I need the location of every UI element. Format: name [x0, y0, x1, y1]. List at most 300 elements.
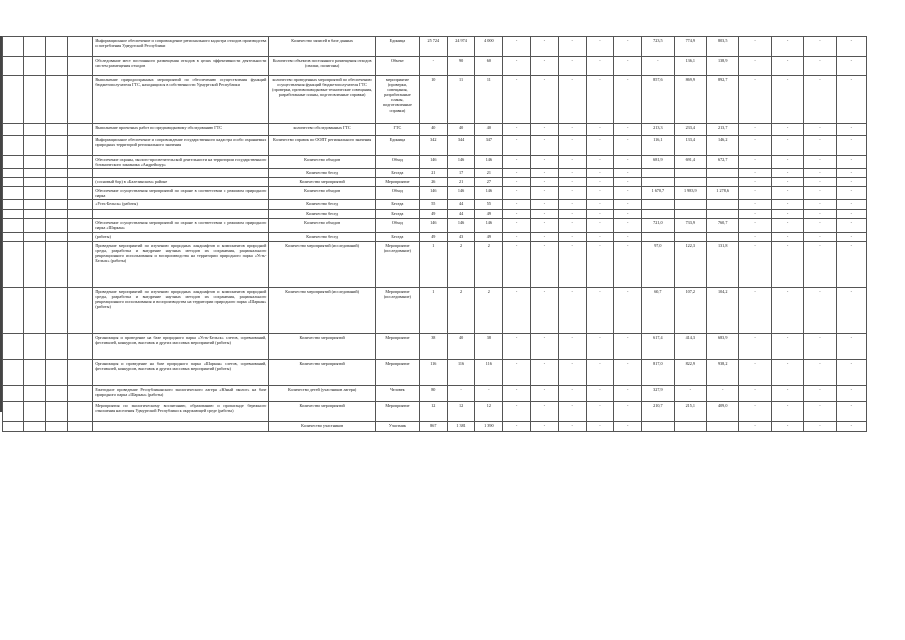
dash-cell: - — [586, 359, 614, 385]
dash-cell: - — [586, 421, 614, 431]
dash-cell: - — [771, 333, 803, 359]
indicator-cell: Количество мероприятий — [269, 359, 376, 385]
code-cell — [3, 359, 24, 385]
unit-cell: Участник — [375, 421, 419, 431]
value-cell: 38 — [475, 333, 503, 359]
dash-cell: - — [503, 169, 531, 178]
dash-cell: - — [771, 76, 803, 124]
code-cell — [23, 401, 45, 421]
dash-cell: - — [531, 401, 559, 421]
code-cell — [45, 232, 67, 241]
value-cell: 11 — [447, 76, 475, 124]
code-cell — [67, 210, 92, 219]
dash-cell: - — [771, 219, 803, 232]
table-row — [3, 156, 867, 169]
dash-cell: - — [558, 333, 586, 359]
code-cell — [23, 178, 45, 187]
value-cell: 116 — [447, 359, 475, 385]
dash-cell: - — [836, 385, 866, 401]
dash-cell: - — [739, 287, 771, 333]
dash-cell: - — [771, 156, 803, 169]
table-row — [3, 219, 867, 232]
dash-cell: - — [586, 287, 614, 333]
dash-cell: - — [836, 187, 866, 200]
table-row — [3, 76, 867, 124]
code-cell — [23, 210, 45, 219]
code-cell — [23, 169, 45, 178]
dash-cell: - — [836, 210, 866, 219]
value-cell: 146 — [475, 156, 503, 169]
value-cell: 146 — [447, 156, 475, 169]
finance-cell: 721,0 — [642, 219, 674, 232]
value-cell: 12 — [419, 401, 447, 421]
finance-cell: 133,4 — [674, 136, 706, 156]
value-cell: 60 — [475, 57, 503, 76]
dash-cell: - — [739, 210, 771, 219]
indicator-cell: Количество мероприятий — [269, 178, 376, 187]
dash-cell: - — [503, 37, 531, 57]
code-cell — [45, 187, 67, 200]
dash-cell: - — [836, 232, 866, 241]
indicator-cell: Количество обходов — [269, 219, 376, 232]
dash-cell: - — [771, 401, 803, 421]
dash-cell: - — [614, 136, 642, 156]
code-cell — [3, 76, 24, 124]
dash-cell: - — [503, 359, 531, 385]
table-row — [3, 232, 867, 241]
dash-cell: - — [586, 136, 614, 156]
indicator-cell: Количество мероприятий (исследований) — [269, 287, 376, 333]
dash-cell: - — [836, 421, 866, 431]
activity-name-cell: Информационное обеспечение и сопровождение регионального кадастра отходов производства и потребления Удмуртской Республики — [93, 37, 269, 57]
code-cell — [67, 385, 92, 401]
code-cell — [67, 421, 92, 431]
dash-cell: - — [739, 124, 771, 136]
dash-cell: - — [558, 421, 586, 431]
dash-cell: - — [558, 241, 586, 287]
table-row — [3, 210, 867, 219]
unit-cell: Мероприятие — [375, 178, 419, 187]
dash-cell: - — [614, 178, 642, 187]
finance-cell: 857,6 — [642, 76, 674, 124]
dash-cell: - — [739, 187, 771, 200]
unit-cell: Мероприятие — [375, 333, 419, 359]
finance-cell — [674, 200, 706, 210]
finance-cell: 213,3 — [642, 124, 674, 136]
dash-cell: - — [531, 210, 559, 219]
indicator-cell: Количество мероприятий (исследований) — [269, 241, 376, 287]
code-cell — [3, 178, 24, 187]
finance-cell — [674, 178, 706, 187]
dash-cell: - — [558, 232, 586, 241]
unit-cell: Беседа — [375, 232, 419, 241]
dash-cell: - — [804, 401, 836, 421]
dash-cell: - — [836, 241, 866, 287]
table-row — [3, 187, 867, 200]
finance-cell: 122,3 — [674, 241, 706, 287]
code-cell — [3, 421, 24, 431]
code-cell — [67, 232, 92, 241]
code-cell — [23, 124, 45, 136]
finance-cell — [706, 232, 738, 241]
code-cell — [67, 401, 92, 421]
dash-cell: - — [503, 241, 531, 287]
dash-cell: - — [558, 37, 586, 57]
value-cell: 21 — [419, 169, 447, 178]
dash-cell: - — [503, 401, 531, 421]
dash-cell: - — [614, 124, 642, 136]
code-cell — [23, 200, 45, 210]
code-cell — [45, 169, 67, 178]
finance-cell: 822,9 — [674, 359, 706, 385]
indicator-cell: Количество обходов — [269, 187, 376, 200]
code-cell — [45, 210, 67, 219]
finance-cell: 97,0 — [642, 241, 674, 287]
dash-cell: - — [531, 156, 559, 169]
dash-cell: - — [739, 178, 771, 187]
value-cell: 146 — [419, 156, 447, 169]
dash-cell: - — [558, 57, 586, 76]
dash-cell: - — [739, 333, 771, 359]
finance-cell: 104,2 — [706, 287, 738, 333]
dash-cell: - — [804, 210, 836, 219]
activity-name-cell: Проведение мероприятий по изучению природных ландшафтов и компонентов природной среды, разработка и внедрение научных методов их сохранения, рационального рекреационного использования и воспроизводства на территории природного парка «Шаркан» (работы) — [93, 287, 269, 333]
dash-cell: - — [804, 287, 836, 333]
activity-name-cell: «Усть-Бельск» (работы) — [93, 200, 269, 210]
code-cell — [3, 156, 24, 169]
code-cell — [3, 232, 24, 241]
unit-cell: Беседа — [375, 210, 419, 219]
dash-cell: - — [804, 169, 836, 178]
dash-cell: - — [586, 178, 614, 187]
code-cell — [3, 136, 24, 156]
dash-cell: - — [558, 401, 586, 421]
code-cell — [23, 156, 45, 169]
value-cell: 21 — [475, 169, 503, 178]
unit-cell: Мероприятие — [375, 359, 419, 385]
dash-cell: - — [531, 421, 559, 431]
code-cell — [45, 37, 67, 57]
dash-cell: - — [586, 37, 614, 57]
dash-cell: - — [836, 200, 866, 210]
activity-name-cell: Проведение мероприятий по изучению природных ландшафтов и компонентов природной среды, разработка и внедрение научных методов их сохранения, рационального рекреационного использования и воспроизводства на территории природного парка «Усть-Бельск» (работы) — [93, 241, 269, 287]
code-cell — [23, 241, 45, 287]
unit-cell: Объект — [375, 57, 419, 76]
table-row — [3, 421, 867, 431]
code-cell — [67, 219, 92, 232]
dash-cell: - — [531, 169, 559, 178]
value-cell: 146 — [475, 187, 503, 200]
dash-cell: - — [586, 169, 614, 178]
dash-cell: - — [503, 232, 531, 241]
code-cell — [23, 333, 45, 359]
finance-cell: 691,4 — [674, 156, 706, 169]
code-cell — [3, 385, 24, 401]
dash-cell: - — [558, 124, 586, 136]
activity-name-cell: Мероприятия по экологическому воспитанию, образованию и пропаганде бережного отношения населения Удмуртской Республики к окружающей среде (работы) — [93, 401, 269, 421]
code-cell — [45, 287, 67, 333]
dash-cell: - — [586, 200, 614, 210]
dash-cell: - — [614, 421, 642, 431]
dash-cell: - — [739, 219, 771, 232]
dash-cell: - — [503, 287, 531, 333]
value-cell: - — [475, 385, 503, 401]
dash-cell: - — [503, 210, 531, 219]
indicator-cell: Количество объектов постоянного размещения отходов (свалки, полигоны) — [269, 57, 376, 76]
dash-cell: - — [836, 156, 866, 169]
dash-cell: - — [771, 359, 803, 385]
dash-cell: - — [739, 37, 771, 57]
code-cell — [23, 187, 45, 200]
finance-cell: 869,9 — [674, 76, 706, 124]
finance-cell — [642, 210, 674, 219]
table-row — [3, 169, 867, 178]
finance-cell: - — [674, 385, 706, 401]
indicator-cell: Количество бесед — [269, 169, 376, 178]
code-cell — [45, 76, 67, 124]
dash-cell: - — [558, 136, 586, 156]
code-cell — [45, 401, 67, 421]
dash-cell: - — [804, 187, 836, 200]
dash-cell: - — [771, 210, 803, 219]
dash-cell: - — [804, 241, 836, 287]
value-cell: 44 — [447, 210, 475, 219]
code-cell — [3, 333, 24, 359]
value-cell: - — [447, 385, 475, 401]
dash-cell: - — [586, 241, 614, 287]
dash-cell: - — [771, 200, 803, 210]
dash-cell: - — [739, 421, 771, 431]
value-cell: 40 — [447, 333, 475, 359]
finance-cell: 1 278,6 — [706, 187, 738, 200]
activity-name-cell: Организация и проведение на базе природного парка «Шаркан» слетов, соревнований, фестивалей, конкурсов, выставок и других массовых мероприятий (работы) — [93, 359, 269, 385]
finance-cell: 1 670,7 — [642, 187, 674, 200]
indicator-cell: Количество бесед — [269, 210, 376, 219]
dash-cell: - — [614, 401, 642, 421]
dash-cell: - — [771, 169, 803, 178]
dash-cell: - — [771, 232, 803, 241]
dash-cell: - — [836, 359, 866, 385]
finance-cell: 817,0 — [642, 359, 674, 385]
dash-cell: - — [586, 76, 614, 124]
code-cell — [45, 200, 67, 210]
table-row — [3, 37, 867, 57]
table-row — [3, 57, 867, 76]
value-cell: 1 390 — [475, 421, 503, 431]
table-row — [3, 385, 867, 401]
unit-cell: мероприятие (проверки, совещания, разработанные планы, подготовленные справки) — [375, 76, 419, 124]
dash-cell: - — [614, 333, 642, 359]
indicator-cell: Количество бесед — [269, 232, 376, 241]
table-row — [3, 136, 867, 156]
dash-cell: - — [558, 287, 586, 333]
dash-cell: - — [531, 385, 559, 401]
dash-cell: - — [503, 421, 531, 431]
dash-cell: - — [558, 187, 586, 200]
dash-cell: - — [739, 359, 771, 385]
code-cell — [3, 401, 24, 421]
table-row — [3, 241, 867, 287]
dash-cell: - — [531, 187, 559, 200]
finance-cell: 803,5 — [706, 37, 738, 57]
dash-cell: - — [586, 401, 614, 421]
indicator-cell: Количество мероприятий — [269, 401, 376, 421]
code-cell — [67, 287, 92, 333]
code-cell — [3, 169, 24, 178]
code-cell — [3, 210, 24, 219]
unit-cell: Единица — [375, 37, 419, 57]
code-cell — [67, 241, 92, 287]
finance-cell: - — [706, 385, 738, 401]
dash-cell: - — [558, 210, 586, 219]
dash-cell: - — [586, 232, 614, 241]
value-cell: 21 — [447, 178, 475, 187]
value-cell: 49 — [475, 210, 503, 219]
activity-name-cell: Ежегодное проведение Республиканского экологического лагеря «Юный эколог» на базе природного парка «Шаркан» (работы) — [93, 385, 269, 401]
code-cell — [45, 136, 67, 156]
dash-cell: - — [558, 219, 586, 232]
value-cell: 2 — [475, 241, 503, 287]
value-cell: 867 — [419, 421, 447, 431]
dash-cell: - — [614, 359, 642, 385]
dash-cell: - — [804, 421, 836, 431]
finance-cell: 760,7 — [706, 219, 738, 232]
value-cell: 40 — [447, 124, 475, 136]
dash-cell: - — [503, 156, 531, 169]
activity-name-cell: Информационное обеспечение и сопровождение государственного кадастра особо охраняемых природных территорий регионального значения — [93, 136, 269, 156]
value-cell: 2 — [447, 241, 475, 287]
dash-cell: - — [836, 76, 866, 124]
code-cell — [23, 57, 45, 76]
value-cell: 24 974 — [447, 37, 475, 57]
dash-cell: - — [614, 76, 642, 124]
dash-cell: - — [804, 178, 836, 187]
dash-cell: - — [531, 136, 559, 156]
dash-cell: - — [771, 178, 803, 187]
dash-cell: - — [836, 178, 866, 187]
code-cell — [45, 385, 67, 401]
value-cell: 342 — [419, 136, 447, 156]
value-cell: 2 — [447, 287, 475, 333]
value-cell: 49 — [475, 232, 503, 241]
code-cell — [67, 136, 92, 156]
activity-name-cell: (сосновый бор) в «Балезинском» районе — [93, 178, 269, 187]
finance-cell: 213,7 — [706, 124, 738, 136]
table-row — [3, 124, 867, 136]
dash-cell: - — [531, 178, 559, 187]
code-cell — [23, 232, 45, 241]
value-cell: 11 — [475, 76, 503, 124]
value-cell: 49 — [419, 232, 447, 241]
value-cell: 12 — [447, 401, 475, 421]
value-cell: 4 000 — [475, 37, 503, 57]
dash-cell: - — [836, 287, 866, 333]
code-cell — [23, 385, 45, 401]
dash-cell: - — [558, 178, 586, 187]
dash-cell: - — [739, 169, 771, 178]
finance-cell: 683,9 — [706, 333, 738, 359]
table-row — [3, 178, 867, 187]
value-cell: 1 — [419, 241, 447, 287]
unit-cell: Человек — [375, 385, 419, 401]
activity-name-cell: Выполнение проектных работ по предпаводковому обследованию ГТС — [93, 124, 269, 136]
dash-cell: - — [614, 219, 642, 232]
unit-cell: Обход — [375, 219, 419, 232]
dash-cell: - — [503, 76, 531, 124]
activity-name-cell — [93, 169, 269, 178]
value-cell: 146 — [447, 187, 475, 200]
finance-cell — [642, 200, 674, 210]
dash-cell: - — [739, 57, 771, 76]
finance-cell — [642, 421, 674, 431]
code-cell — [23, 287, 45, 333]
value-cell: 146 — [419, 187, 447, 200]
dash-cell: - — [771, 136, 803, 156]
value-cell: 12 — [475, 401, 503, 421]
dash-cell: - — [531, 333, 559, 359]
dash-cell: - — [531, 241, 559, 287]
dash-cell: - — [586, 156, 614, 169]
dash-cell: - — [531, 37, 559, 57]
value-cell: 1 — [419, 287, 447, 333]
activity-name-cell — [93, 421, 269, 431]
code-cell — [67, 169, 92, 178]
finance-cell: 672,7 — [706, 156, 738, 169]
dash-cell: - — [558, 169, 586, 178]
code-cell — [23, 76, 45, 124]
code-cell — [45, 57, 67, 76]
table-row — [3, 401, 867, 421]
value-cell: 10 — [419, 76, 447, 124]
dash-cell: - — [503, 200, 531, 210]
finance-cell — [674, 232, 706, 241]
dash-cell: - — [804, 200, 836, 210]
finance-cell: 723,5 — [642, 37, 674, 57]
code-cell — [23, 421, 45, 431]
finance-cell — [706, 169, 738, 178]
dash-cell: - — [531, 359, 559, 385]
dash-cell: - — [804, 385, 836, 401]
value-cell: 1 381 — [447, 421, 475, 431]
activity-name-cell: Организация и проведение на базе природного парка «Усть-Бельск» слетов, соревнований, фестивалей, конкурсов, выставок и других массовых мероприятий (работы) — [93, 333, 269, 359]
dash-cell: - — [586, 57, 614, 76]
code-cell — [23, 136, 45, 156]
dash-cell: - — [614, 385, 642, 401]
code-cell — [3, 187, 24, 200]
dash-cell: - — [531, 76, 559, 124]
indicator-cell: количество обследованных ГТС — [269, 124, 376, 136]
program-indicators-table — [2, 36, 867, 432]
dash-cell: - — [836, 401, 866, 421]
table-body — [3, 37, 867, 432]
dash-cell: - — [771, 241, 803, 287]
finance-cell: 733,9 — [674, 219, 706, 232]
indicator-cell: Количество справок по ООПТ регионального значения — [269, 136, 376, 156]
value-cell: 40 — [419, 124, 447, 136]
value-cell: 49 — [419, 210, 447, 219]
dash-cell: - — [739, 385, 771, 401]
dash-cell: - — [836, 37, 866, 57]
code-cell — [45, 156, 67, 169]
dash-cell: - — [739, 136, 771, 156]
value-cell: 90 — [447, 57, 475, 76]
dash-cell: - — [531, 124, 559, 136]
dash-cell: - — [531, 287, 559, 333]
finance-cell — [706, 178, 738, 187]
value-cell: 55 — [419, 200, 447, 210]
unit-cell: Единица — [375, 136, 419, 156]
finance-cell: 774,9 — [674, 37, 706, 57]
